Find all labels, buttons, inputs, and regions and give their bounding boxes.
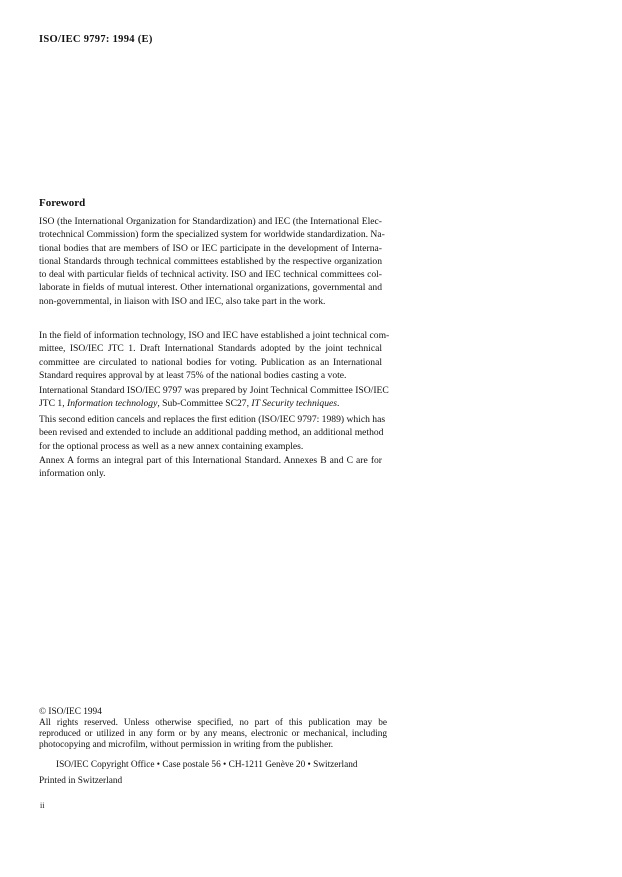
- text-line: laborate in fields of mutual interest. Other international organizations, governmental and: [39, 282, 382, 294]
- text-line: In the field of information technology, ISO and IEC have established a joint technical com-: [39, 330, 390, 341]
- printed-in: Printed in Switzerland: [39, 776, 123, 786]
- text-line: trotechnical Commission) form the specialized system for worldwide standardization. Na-: [39, 229, 385, 241]
- page-number: ii: [40, 801, 45, 810]
- text-segment: , Sub-Committee SC27,: [157, 398, 252, 410]
- paragraph-second-edition: [39, 413, 386, 453]
- paragraph-annexes: [39, 454, 382, 481]
- italic-title: IT Security techniques: [251, 398, 338, 410]
- text-line: been revised and extended to include an additional padding method, an additional method: [39, 427, 384, 439]
- text-line: to deal with particular fields of technical activity. ISO and IEC technical committees col-: [39, 269, 382, 281]
- paragraph-jtc1: [39, 329, 390, 382]
- copyright-notice: [39, 707, 387, 751]
- paragraph-iso-iec: [39, 215, 385, 308]
- text-line: tional bodies that are members of ISO or IEC participate in the development of Interna-: [39, 242, 382, 254]
- text-line: for the optional process as well as a new annex containing examples.: [39, 440, 304, 452]
- text-line: mittee, ISO/IEC JTC 1. Draft International Standards adopted by the joint technical: [39, 343, 382, 355]
- document-header: ISO/IEC 9797: 1994 (E): [39, 34, 153, 45]
- text-line: photocopying and microfilm, without permission in writing from the publisher.: [39, 740, 334, 750]
- text-line: International Standard ISO/IEC 9797 was prepared by Joint Technical Committee ISO/IEC: [39, 385, 389, 396]
- text-line: tional Standards through technical committees established by the respective organization: [39, 255, 382, 267]
- text-line: Standard requires approval by at least 75% of the national bodies casting a vote.: [39, 369, 347, 381]
- text-line: ISO (the International Organization for Standardization) and IEC (the International Elec-: [39, 216, 382, 227]
- text-line: [39, 397, 382, 410]
- text-line: All rights reserved. Unless otherwise specified, no part of this publication may be: [39, 718, 387, 728]
- section-heading-foreword: Foreword: [39, 197, 86, 209]
- italic-title: Information technology: [67, 398, 158, 410]
- copyright-line: © ISO/IEC 1994: [39, 707, 102, 717]
- text-line: information only.: [39, 468, 106, 480]
- text-segment: .: [337, 398, 340, 410]
- text-line: non-governmental, in liaison with ISO and IEC, also take part in the work.: [39, 295, 326, 307]
- text-line: committee are circulated to national bodies for voting. Publication as an International: [39, 356, 382, 368]
- text-line: This second edition cancels and replaces the first edition (ISO/IEC 9797: 1989) which has: [39, 414, 386, 425]
- text-segment: JTC 1,: [39, 398, 67, 410]
- text-line: reproduced or utilized in any form or by any means, electronic or mechanical, including: [39, 729, 387, 739]
- text-line: Annex A forms an integral part of this International Standard. Annexes B and C are for: [39, 455, 382, 466]
- copyright-office-address: ISO/IEC Copyright Office • Case postale 56 • CH-1211 Genève 20 • Switzerland: [56, 760, 358, 770]
- paragraph-prepared-by: [39, 384, 389, 411]
